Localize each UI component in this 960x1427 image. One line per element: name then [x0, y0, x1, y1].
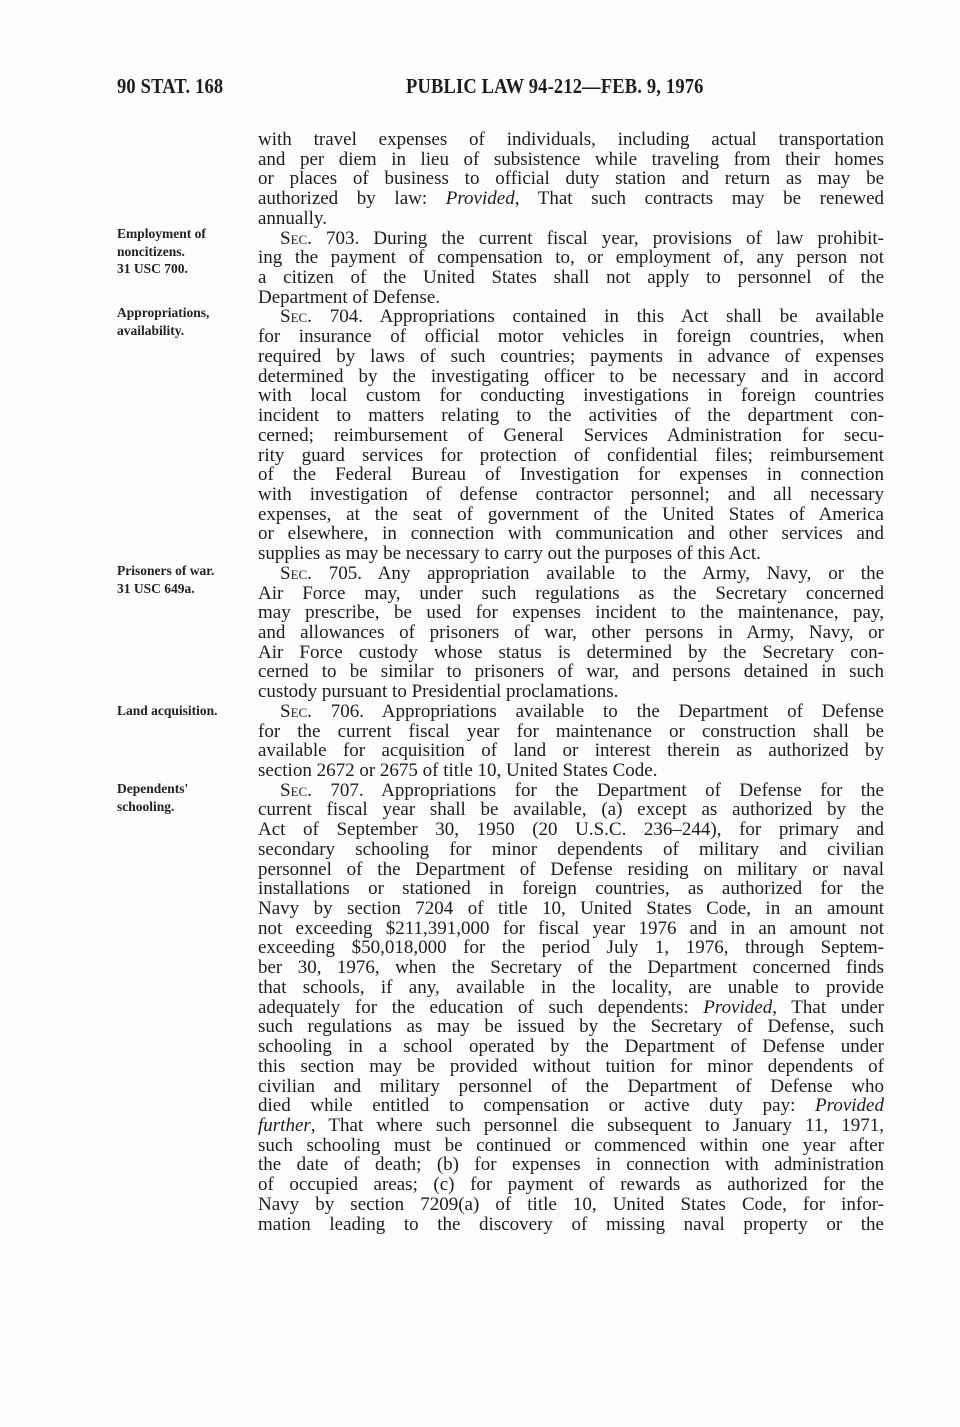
margin-note-line: noncitizens.	[117, 243, 185, 259]
text-segment: section 2672 or 2675 of title 10, United States Code.	[258, 760, 658, 781]
text-line	[258, 268, 884, 288]
text-line	[258, 584, 884, 604]
text-line	[258, 1155, 884, 1175]
margin-note-line: schooling.	[117, 798, 175, 814]
text-segment: the date of death; (b) for expenses in connection with administration	[258, 1154, 884, 1176]
text-line	[258, 327, 884, 347]
text-line	[258, 1077, 884, 1097]
italic-text: Provided	[815, 1095, 884, 1117]
section-label: Sec.	[280, 779, 312, 801]
text-line	[258, 879, 884, 899]
text-segment: of occupied areas; (c) for payment of rewards as authorized for the	[258, 1174, 884, 1196]
section-label: Sec.	[280, 700, 312, 722]
text-segment: such regulations as may be issued by the Secretary of Defense, such	[258, 1016, 884, 1038]
text-segment: that schools, if any, available in the locality, are unable to provide	[258, 976, 884, 998]
text-line	[258, 702, 884, 722]
text-line	[258, 505, 884, 525]
text-line	[258, 367, 884, 387]
text-line	[258, 426, 884, 446]
text-segment: a citizen of the United States shall not apply to personnel of the	[258, 267, 884, 289]
text-segment: not exceeding $211,391,000 for fiscal year 1976 and in an amount not	[258, 917, 884, 939]
margin-note-line: Employment of	[117, 226, 206, 241]
margin-note	[117, 702, 218, 720]
text-segment: authorized by law:	[258, 188, 446, 210]
text-line	[258, 643, 884, 663]
text-line	[258, 544, 884, 564]
section-label: Sec.	[280, 306, 312, 328]
text-segment: for insurance of official motor vehicles in foreign countries, when	[258, 326, 884, 348]
text-line	[258, 1136, 884, 1156]
text-line	[258, 1195, 884, 1215]
text-segment: and allowances of prisoners of war, other persons in Army, Navy, or	[258, 621, 884, 643]
italic-text: further	[258, 1114, 311, 1136]
text-line	[258, 998, 884, 1018]
text-segment: secondary schooling for minor dependents of military and civilian	[258, 838, 884, 860]
text-segment: expenses, at the seat of government of the United States of America	[258, 503, 884, 525]
text-segment: and per diem in lieu of subsistence while traveling from their homes	[258, 148, 884, 170]
margin-note	[117, 780, 188, 815]
text-line	[258, 662, 884, 682]
text-line	[258, 524, 884, 544]
text-segment: cerned to be similar to prisoners of war, and persons detained in such	[258, 661, 884, 683]
text-line	[258, 347, 884, 367]
text-segment: ber 30, 1976, when the Secretary of the Department concerned finds	[258, 957, 884, 979]
text-segment: Navy by section 7204 of title 10, United States Code, in an amount	[258, 898, 884, 920]
text-segment: 703. During the current fiscal year, provisions of law prohibit-	[311, 227, 884, 249]
text-segment: required by laws of such countries; payments in advance of expenses	[258, 345, 884, 367]
text-line	[258, 919, 884, 939]
text-line	[258, 603, 884, 623]
section-label: Sec.	[280, 227, 312, 249]
margin-note-line: Land acquisition.	[117, 703, 218, 718]
text-line	[258, 406, 884, 426]
text-segment: 707. Appropriations for the Department of Defense for the	[311, 779, 884, 801]
margin-note-line: Appropriations,	[117, 305, 210, 320]
text-segment: Air Force may, under such regulations as the Secretary concerned	[258, 582, 884, 604]
text-segment: personnel of the Department of Defense residing on military or naval	[258, 858, 884, 880]
text-line	[258, 623, 884, 643]
text-line	[258, 741, 884, 761]
text-line	[258, 761, 884, 781]
paragraph	[258, 781, 884, 1235]
document-body	[258, 130, 884, 1234]
text-segment: current fiscal year shall be available, (a) except as authorized by the	[258, 799, 884, 821]
text-segment: with local custom for conducting investigations in foreign countries	[258, 385, 884, 407]
text-segment: of the Federal Bureau of Investigation for expenses in connection	[258, 464, 884, 486]
italic-text: Provided	[445, 188, 515, 210]
text-line	[258, 958, 884, 978]
text-segment: , That where such personnel die subsequent to January 11, 1971,	[310, 1114, 884, 1136]
text-segment: died while entitled to compensation or active duty pay:	[258, 1095, 816, 1117]
text-line	[258, 860, 884, 880]
text-segment: 706. Appropriations available to the Department of Defense	[311, 700, 884, 722]
text-line	[258, 938, 884, 958]
text-segment: 704. Appropriations contained in this Act shall be available	[311, 306, 884, 328]
margin-note	[117, 225, 206, 278]
text-segment: rity guard services for protection of confidential files; reimbursement	[258, 444, 884, 466]
margin-note-line: Prisoners of war.	[117, 563, 215, 578]
text-line	[258, 307, 884, 327]
text-line	[258, 820, 884, 840]
text-line	[258, 800, 884, 820]
margin-note	[117, 562, 214, 597]
section-label: Sec.	[280, 562, 312, 584]
text-segment: civilian and military personnel of the Department of Defense who	[258, 1075, 884, 1097]
text-line	[258, 1057, 884, 1077]
text-segment: , That under	[772, 996, 884, 1018]
text-segment: incident to matters relating to the activities of the department con-	[258, 405, 884, 427]
text-line	[258, 1037, 884, 1057]
text-line	[258, 288, 884, 308]
text-line	[258, 1096, 884, 1116]
paragraph	[258, 229, 884, 308]
text-segment: with investigation of defense contractor personnel; and all necessary	[258, 483, 884, 505]
text-segment: , That such contracts may be renewed	[514, 188, 885, 210]
text-segment: schooling in a school operated by the Department of Defense under	[258, 1036, 884, 1058]
text-segment: cerned; reimbursement of General Services Administration for secu-	[258, 424, 884, 446]
text-line	[258, 150, 884, 170]
text-segment: this section may be provided without tuition for minor dependents of	[258, 1055, 884, 1077]
stat-page-number: 90 STAT. 168	[117, 74, 224, 98]
text-line	[258, 840, 884, 860]
text-segment: determined by the investigating officer to be necessary and in accord	[258, 365, 884, 387]
paragraph	[258, 702, 884, 781]
paragraph	[258, 307, 884, 563]
text-line	[258, 1175, 884, 1195]
margin-note	[117, 304, 209, 339]
text-line	[258, 189, 884, 209]
text-line	[258, 682, 884, 702]
text-line	[258, 978, 884, 998]
text-line	[258, 386, 884, 406]
text-line	[258, 1116, 884, 1136]
margin-note-line: 31 USC 700.	[117, 261, 188, 276]
text-line	[258, 781, 884, 801]
text-line	[258, 465, 884, 485]
text-segment: Navy by section 7209(a) of title 10, United States Code, for infor-	[258, 1193, 884, 1215]
text-segment: adequately for the education of such dependents:	[258, 996, 704, 1018]
text-segment: Department of Defense.	[258, 286, 441, 308]
text-line	[258, 722, 884, 742]
margin-note-line: availability.	[117, 322, 185, 338]
text-line	[258, 485, 884, 505]
text-segment: or places of business to official duty station and return as may be	[258, 168, 884, 190]
paragraph	[258, 130, 884, 229]
text-segment: available for acquisition of land or interest therein as authorized by	[258, 740, 884, 762]
text-line	[258, 169, 884, 189]
margin-note-line: 31 USC 649a.	[117, 580, 195, 596]
text-segment: installations or stationed in foreign countries, as authorized for the	[258, 878, 884, 900]
text-segment: may prescribe, be used for expenses incident to the maintenance, pay,	[258, 602, 884, 624]
text-segment: 705. Any appropriation available to the Army, Navy, or the	[311, 562, 884, 584]
text-line	[258, 130, 884, 150]
text-line	[258, 564, 884, 584]
text-line	[258, 1017, 884, 1037]
text-line	[258, 446, 884, 466]
text-segment: Act of September 30, 1950 (20 U.S.C. 236–244), for primary and	[258, 819, 884, 841]
page-title: PUBLIC LAW 94-212—FEB. 9, 1976	[406, 74, 704, 98]
text-segment: such schooling must be continued or commenced within one year after	[258, 1134, 884, 1156]
text-segment: ing the payment of compensation to, or employment of, any person not	[258, 247, 884, 269]
paragraph	[258, 564, 884, 702]
margin-note-line: Dependents'	[117, 781, 189, 796]
text-line	[258, 1215, 884, 1235]
italic-text: Provided	[703, 996, 773, 1018]
text-segment: for the current fiscal year for maintenance or construction shall be	[258, 720, 884, 742]
text-line	[258, 248, 884, 268]
text-line	[258, 229, 884, 249]
text-segment: mation leading to the discovery of missing naval property or the	[258, 1213, 884, 1235]
text-segment: exceeding $50,018,000 for the period July 1, 1976, through Septem-	[258, 937, 884, 959]
text-segment: custody pursuant to Presidential proclamations.	[258, 681, 619, 703]
text-segment: or elsewhere, in connection with communication and other services and	[258, 523, 884, 545]
text-segment: supplies as may be necessary to carry out the purposes of this Act.	[258, 543, 761, 565]
text-line	[258, 209, 884, 229]
text-segment: Air Force custody whose status is determined by the Secretary con-	[258, 641, 884, 663]
text-segment: with travel expenses of individuals, including actual transportation	[258, 129, 884, 150]
text-line	[258, 899, 884, 919]
text-segment: annually.	[258, 207, 327, 229]
